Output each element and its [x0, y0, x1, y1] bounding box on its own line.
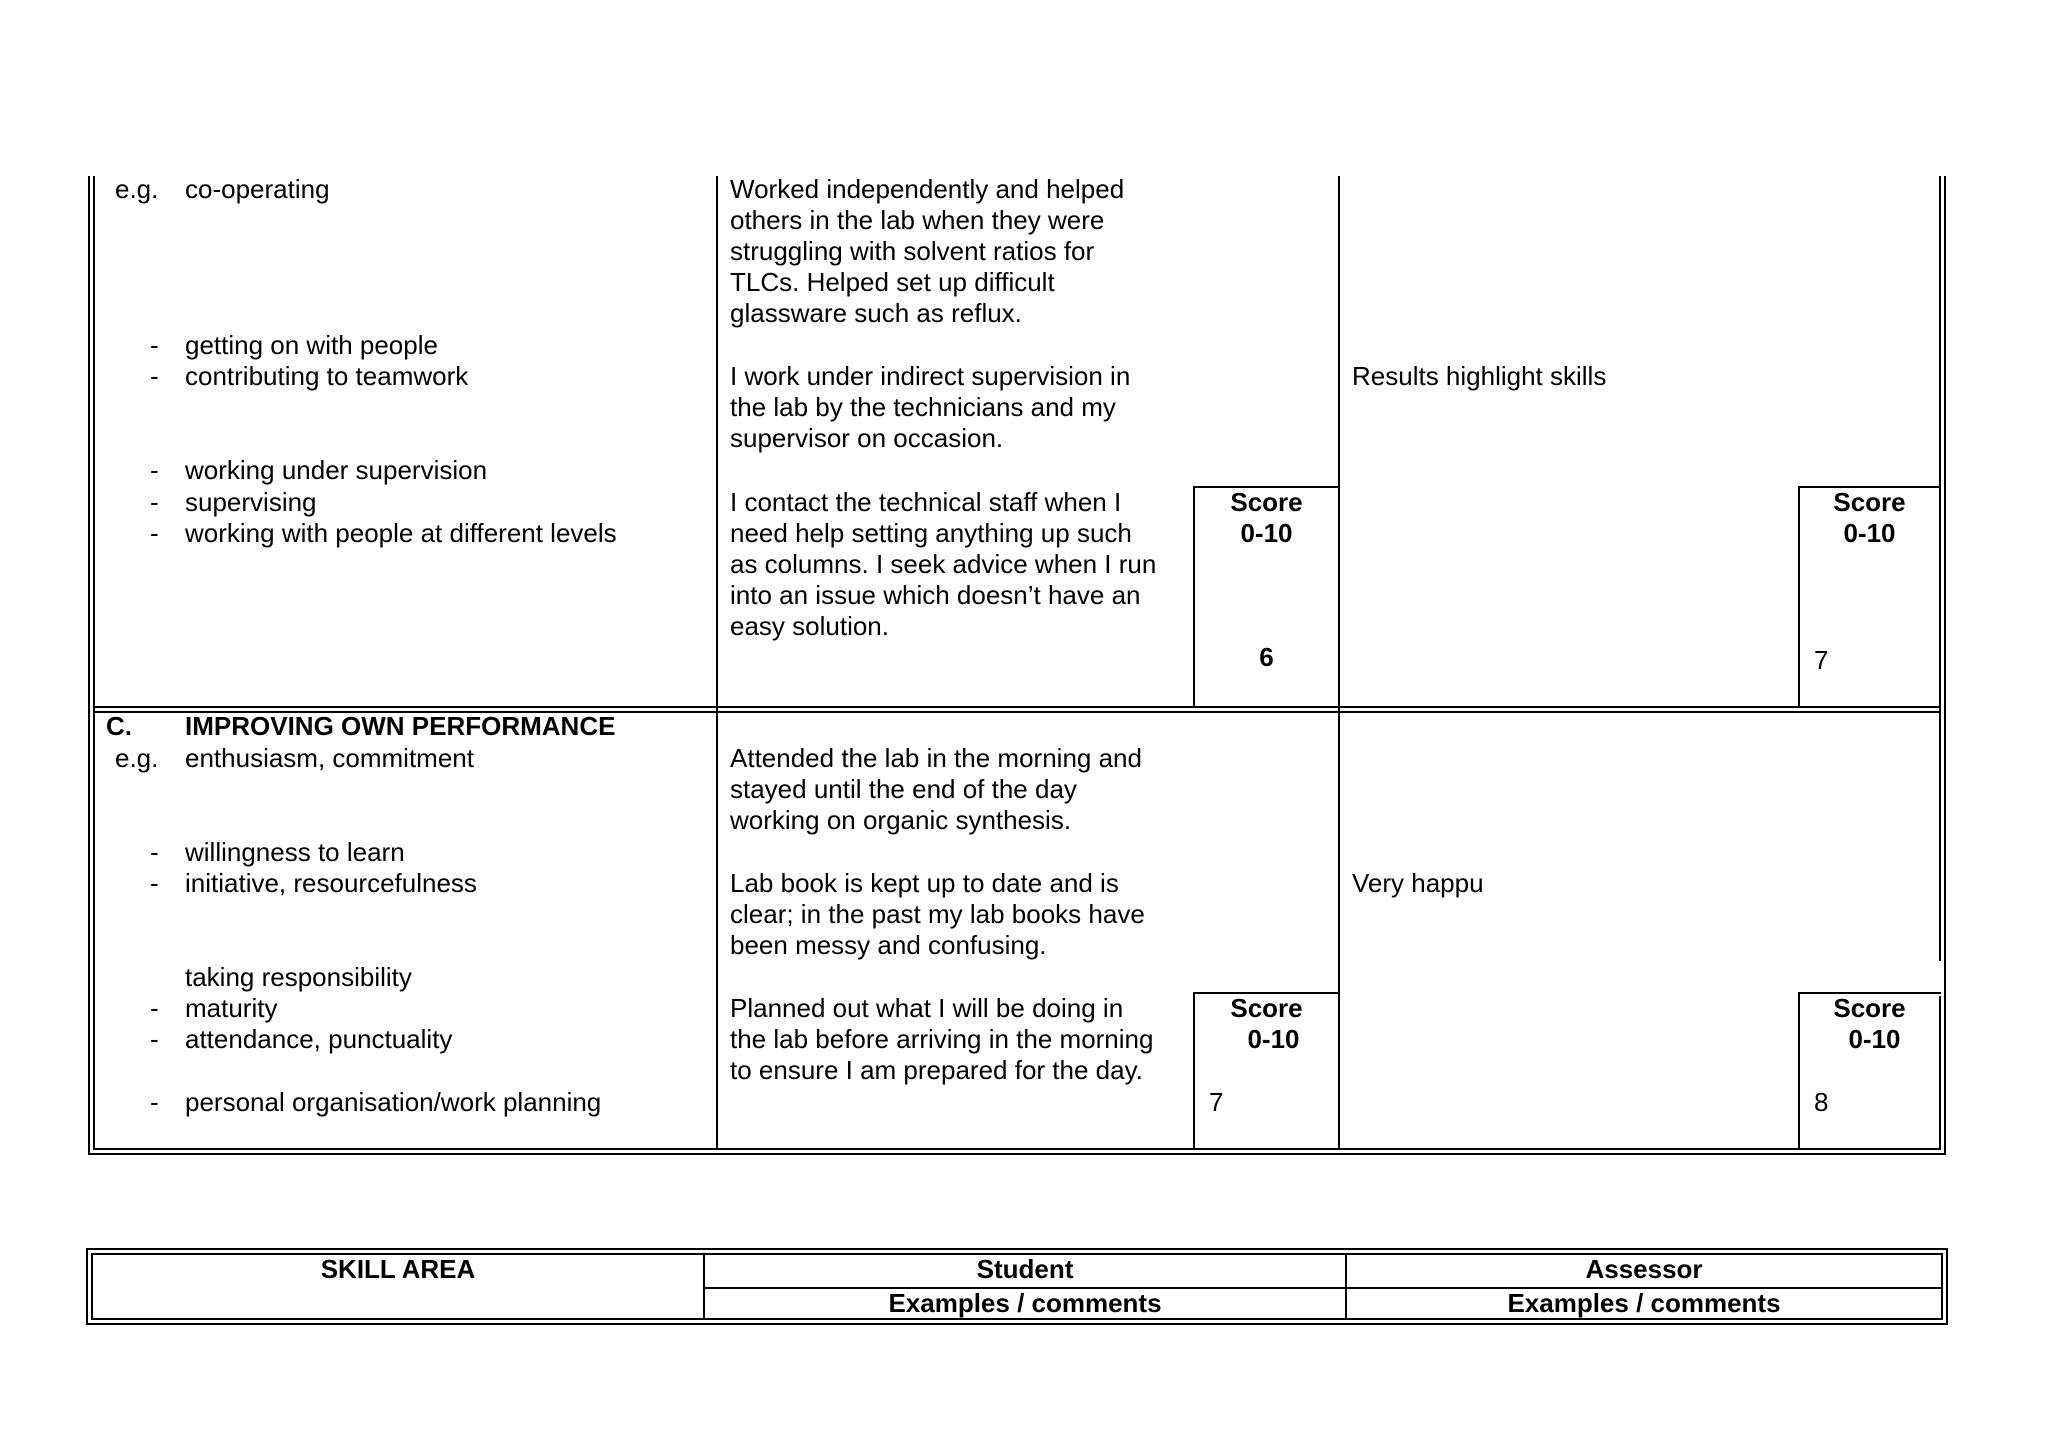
student-header: Student [976, 1254, 1074, 1284]
skill-item: enthusiasm, commitment [185, 743, 474, 773]
header-border-left-outer [86, 1248, 88, 1325]
skill-bullet: - [150, 487, 159, 517]
skill-bullet: e.g. [115, 174, 159, 204]
score-range: 0-10 [1240, 518, 1293, 548]
score-range: 0-10 [1843, 518, 1896, 548]
table-bottom-inner [93, 1148, 1941, 1150]
skill-item: contributing to teamwork [185, 361, 469, 391]
comment-line: Worked independently and helped [730, 174, 1125, 204]
skill-item: willingness to learn [185, 837, 405, 867]
column-divider-skill [716, 176, 718, 1150]
comment-line: easy solution. [730, 611, 889, 641]
comment-line: Lab book is kept up to date and is [730, 868, 1119, 898]
skill-item: getting on with people [185, 330, 438, 360]
section-heading: IMPROVING OWN PERFORMANCE [185, 711, 616, 741]
comment-line: into an issue which doesn’t have an [730, 580, 1141, 610]
score-label: Score [1230, 487, 1303, 517]
skill-item: working with people at different levels [185, 518, 617, 548]
assessor-comment: Results highlight skills [1352, 361, 1607, 391]
skill-bullet: e.g. [115, 743, 159, 773]
table-border-right-inner-lower [1939, 996, 1941, 1150]
skill-bullet: - [150, 837, 159, 867]
comment-line: I contact the technical staff when I [730, 487, 1122, 517]
table-bottom-outer [88, 1153, 1946, 1155]
score-range: 0-10 [1848, 1024, 1901, 1054]
comment-line: been messy and confusing. [730, 930, 1047, 960]
comment-line: Planned out what I will be doing in [730, 993, 1124, 1023]
comment-line: to ensure I am prepared for the day. [730, 1055, 1143, 1085]
header-border-bottom-outer [86, 1323, 1948, 1325]
skill-bullet: - [150, 868, 159, 898]
comment-line: supervisor on occasion. [730, 423, 1004, 453]
student-subheader: Examples / comments [888, 1288, 1162, 1318]
comment-line: others in the lab when they were [730, 205, 1105, 235]
skill-item: attendance, punctuality [185, 1024, 453, 1054]
section-letter: C. [106, 711, 132, 741]
skill-item: maturity [185, 993, 278, 1023]
skill-item: co-operating [185, 174, 330, 204]
comment-line: I work under indirect supervision in [730, 361, 1131, 391]
table-border-left-inner [93, 176, 95, 1150]
comment-line: TLCs. Helped set up difficult [730, 267, 1055, 297]
assessor-header: Assessor [1585, 1254, 1703, 1284]
skill-item: working under supervision [185, 455, 488, 485]
comment-line: as columns. I seek advice when I run [730, 549, 1157, 579]
comment-line: working on organic synthesis. [730, 805, 1072, 835]
assessor-score-value: 7 [1814, 645, 1829, 675]
skill-area-header: SKILL AREA [320, 1254, 476, 1284]
score-label: Score [1230, 993, 1303, 1023]
student-score-value: 7 [1209, 1087, 1224, 1117]
score-label: Score [1833, 487, 1906, 517]
skill-bullet: - [150, 518, 159, 548]
assessor-score-value: 8 [1814, 1087, 1829, 1117]
table-border-right-outer [1944, 176, 1946, 1155]
skill-item: supervising [185, 487, 317, 517]
comment-line: the lab by the technicians and my [730, 392, 1116, 422]
skill-item: personal organisation/work planning [185, 1087, 602, 1117]
comment-line: need help setting anything up such [730, 518, 1132, 548]
comment-line: Attended the lab in the morning and [730, 743, 1142, 773]
skill-bullet: - [150, 361, 159, 391]
row-divider-top [93, 706, 1941, 708]
skill-bullet: - [150, 330, 159, 360]
skill-bullet: - [150, 1024, 159, 1054]
header-border-top-outer [86, 1248, 1948, 1250]
skill-item: taking responsibility [185, 962, 412, 992]
table-border-left-outer [88, 176, 90, 1155]
assessor-comment: Very happu [1352, 868, 1484, 898]
comment-line: struggling with solvent ratios for [730, 236, 1095, 266]
column-divider-student [1338, 176, 1340, 1150]
table-border-right-inner [1939, 176, 1941, 961]
skill-bullet: - [150, 1087, 159, 1117]
skill-bullet: - [150, 455, 159, 485]
skill-bullet: - [150, 993, 159, 1023]
assessor-subheader: Examples / comments [1507, 1288, 1781, 1318]
comment-line: glassware such as reflux. [730, 298, 1022, 328]
comment-line: stayed until the end of the day [730, 774, 1077, 804]
comment-line: the lab before arriving in the morning [730, 1024, 1154, 1054]
student-score-value: 6 [1259, 642, 1274, 672]
score-range: 0-10 [1247, 1024, 1300, 1054]
score-label: Score [1833, 993, 1906, 1023]
skill-item: initiative, resourcefulness [185, 868, 477, 898]
header-border-right-outer [1946, 1248, 1948, 1325]
comment-line: clear; in the past my lab books have [730, 899, 1145, 929]
